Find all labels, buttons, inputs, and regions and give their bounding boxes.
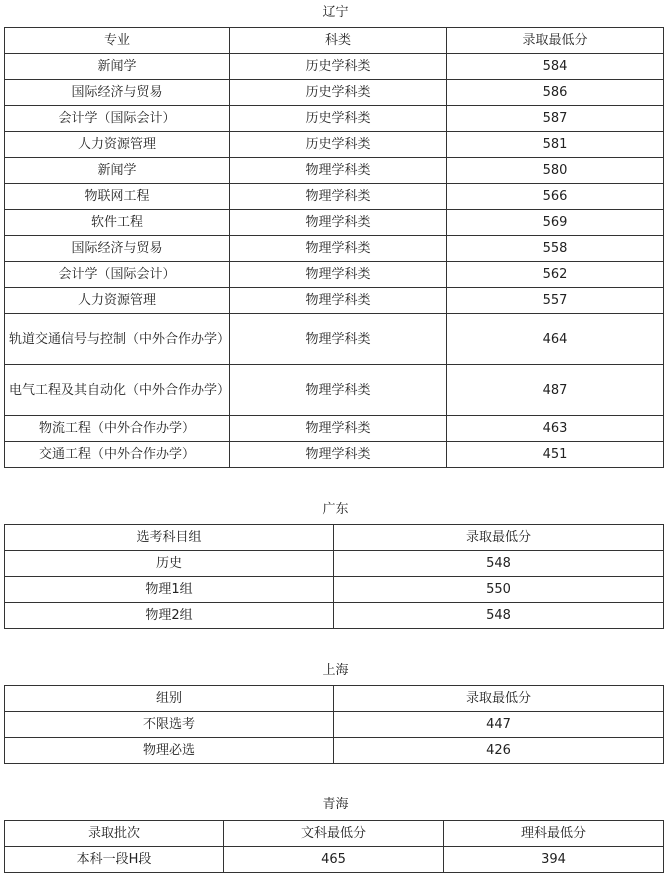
table-cell: 物理学科类 <box>230 416 447 442</box>
table-cell: 本科一段H段 <box>5 847 224 873</box>
column-header: 录取最低分 <box>447 28 664 54</box>
table-header-row <box>5 28 664 54</box>
table-header-row <box>5 525 664 551</box>
table-cell: 487 <box>447 365 664 416</box>
table-row <box>5 577 664 603</box>
section-title-guangdong: 广东 <box>322 502 349 517</box>
table-cell: 历史学科类 <box>230 106 447 132</box>
table-cell: 物流工程（中外合作办学） <box>5 416 230 442</box>
column-header: 录取最低分 <box>334 686 664 712</box>
qinghai-table <box>4 820 664 873</box>
table-cell: 581 <box>447 132 664 158</box>
liaoning-table <box>4 27 664 468</box>
table-cell: 物理学科类 <box>230 262 447 288</box>
table-cell: 566 <box>447 184 664 210</box>
table-cell: 451 <box>447 442 664 468</box>
guangdong-table <box>4 524 664 629</box>
table-row <box>5 314 664 365</box>
table-cell: 人力资源管理 <box>5 288 230 314</box>
table-row <box>5 847 664 873</box>
table-cell: 历史学科类 <box>230 54 447 80</box>
column-header: 组别 <box>5 686 334 712</box>
table-cell: 不限选考 <box>5 712 334 738</box>
table-cell: 人力资源管理 <box>5 132 230 158</box>
table-cell: 447 <box>334 712 664 738</box>
table-cell: 交通工程（中外合作办学） <box>5 442 230 468</box>
table-cell: 会计学（国际会计） <box>5 106 230 132</box>
table-cell: 新闻学 <box>5 54 230 80</box>
table-cell: 电气工程及其自动化（中外合作办学） <box>5 365 230 416</box>
table-row <box>5 442 664 468</box>
table-cell: 国际经济与贸易 <box>5 236 230 262</box>
table-cell: 物理学科类 <box>230 210 447 236</box>
table-cell: 新闻学 <box>5 158 230 184</box>
table-cell: 426 <box>334 738 664 764</box>
table-cell: 465 <box>224 847 444 873</box>
table-row <box>5 551 664 577</box>
table-cell: 558 <box>447 236 664 262</box>
table-row <box>5 132 664 158</box>
table-row <box>5 80 664 106</box>
table-cell: 548 <box>334 551 664 577</box>
table-row <box>5 158 664 184</box>
table-row <box>5 262 664 288</box>
column-header: 科类 <box>230 28 447 54</box>
table-row <box>5 184 664 210</box>
table-cell: 物理学科类 <box>230 184 447 210</box>
table-cell: 物理1组 <box>5 577 334 603</box>
table-row <box>5 54 664 80</box>
table-cell: 历史 <box>5 551 334 577</box>
table-cell: 物联网工程 <box>5 184 230 210</box>
column-header: 录取最低分 <box>334 525 664 551</box>
table-cell: 物理学科类 <box>230 442 447 468</box>
column-header: 录取批次 <box>5 821 224 847</box>
table-cell: 物理2组 <box>5 603 334 629</box>
column-header: 选考科目组 <box>5 525 334 551</box>
table-row <box>5 603 664 629</box>
table-cell: 物理学科类 <box>230 158 447 184</box>
table-cell: 会计学（国际会计） <box>5 262 230 288</box>
table-cell: 587 <box>447 106 664 132</box>
table-row <box>5 210 664 236</box>
table-cell: 轨道交通信号与控制（中外合作办学） <box>5 314 230 365</box>
table-cell: 557 <box>447 288 664 314</box>
table-cell: 物理学科类 <box>230 236 447 262</box>
table-cell: 历史学科类 <box>230 132 447 158</box>
table-cell: 物理学科类 <box>230 288 447 314</box>
table-cell: 580 <box>447 158 664 184</box>
section-title-qinghai: 青海 <box>322 797 349 812</box>
table-cell: 584 <box>447 54 664 80</box>
column-header: 理科最低分 <box>444 821 664 847</box>
table-cell: 463 <box>447 416 664 442</box>
table-cell: 软件工程 <box>5 210 230 236</box>
table-cell: 569 <box>447 210 664 236</box>
table-cell: 394 <box>444 847 664 873</box>
table-row <box>5 236 664 262</box>
table-cell: 464 <box>447 314 664 365</box>
table-row <box>5 416 664 442</box>
section-title-liaoning: 辽宁 <box>322 5 349 20</box>
table-cell: 物理学科类 <box>230 365 447 416</box>
table-cell: 562 <box>447 262 664 288</box>
table-cell: 548 <box>334 603 664 629</box>
table-row <box>5 712 664 738</box>
table-cell: 国际经济与贸易 <box>5 80 230 106</box>
table-header-row <box>5 821 664 847</box>
column-header: 专业 <box>5 28 230 54</box>
column-header: 文科最低分 <box>224 821 444 847</box>
table-header-row <box>5 686 664 712</box>
table-cell: 物理学科类 <box>230 314 447 365</box>
table-row <box>5 106 664 132</box>
table-cell: 历史学科类 <box>230 80 447 106</box>
table-row <box>5 288 664 314</box>
table-cell: 物理必选 <box>5 738 334 764</box>
table-row <box>5 365 664 416</box>
shanghai-table <box>4 685 664 764</box>
table-cell: 550 <box>334 577 664 603</box>
table-cell: 586 <box>447 80 664 106</box>
table-row <box>5 738 664 764</box>
section-title-shanghai: 上海 <box>322 663 349 678</box>
